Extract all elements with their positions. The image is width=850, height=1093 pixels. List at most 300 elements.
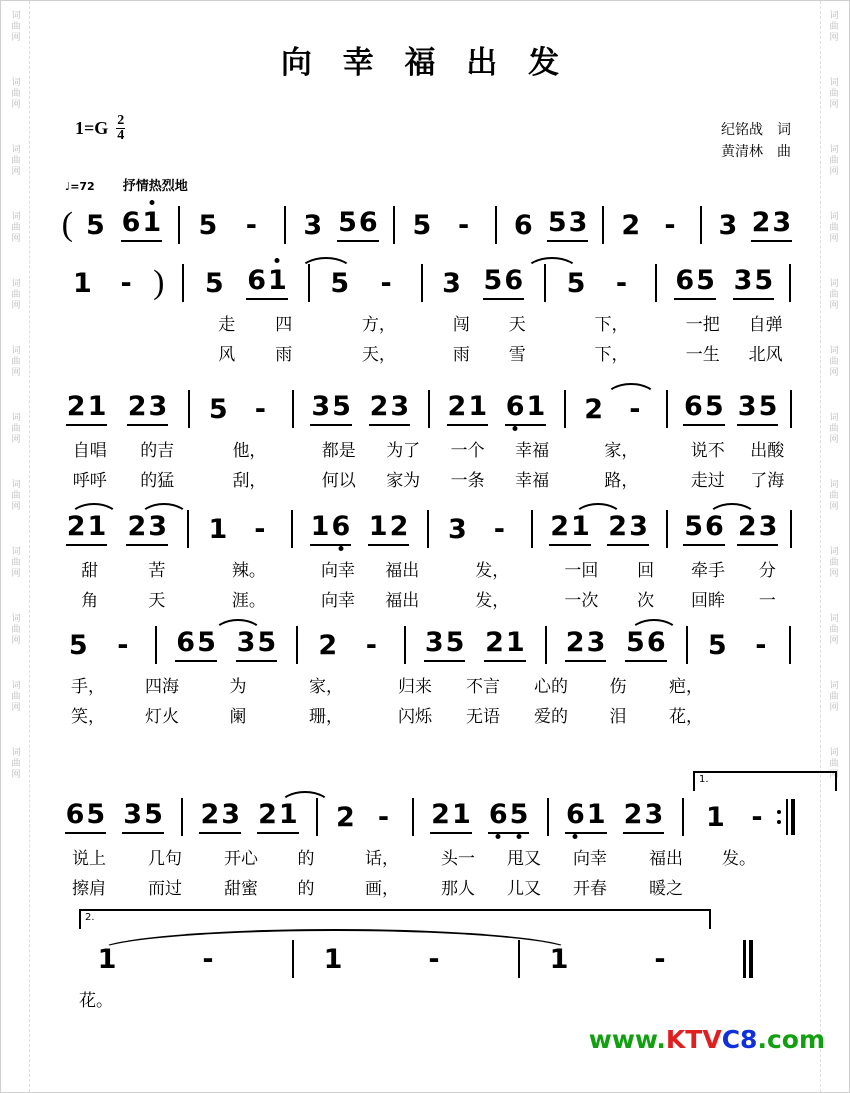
note: 3 bbox=[424, 626, 444, 658]
lyric-syllable: 一 bbox=[758, 590, 776, 611]
note: 2 bbox=[447, 390, 467, 422]
music-line-7 bbox=[79, 909, 779, 1013]
lyric-syllable: 不言 bbox=[466, 676, 500, 697]
lyric-syllable: 刮， bbox=[232, 470, 267, 491]
note: 3 bbox=[148, 510, 168, 542]
note: 1 bbox=[570, 510, 590, 542]
beamed-group bbox=[424, 626, 466, 662]
sustain-dash: - bbox=[751, 801, 763, 833]
beamed-group bbox=[484, 626, 526, 662]
lyric-syllable: 次 bbox=[637, 590, 655, 611]
barline bbox=[178, 206, 180, 244]
note: 3 bbox=[568, 206, 588, 238]
lyrics-row-verse2 bbox=[57, 871, 797, 901]
beamed-group bbox=[199, 798, 241, 834]
beamed-group bbox=[175, 626, 217, 662]
beamed-group bbox=[683, 510, 725, 546]
beamed-group bbox=[549, 510, 591, 546]
key-signature bbox=[75, 114, 125, 143]
beamed-group bbox=[737, 510, 779, 546]
time-signature bbox=[116, 114, 125, 143]
lyric-syllable: 都是 bbox=[321, 440, 356, 461]
note: 2 bbox=[621, 209, 641, 241]
note: 6 bbox=[566, 798, 585, 830]
lyric-syllable: 方， bbox=[361, 314, 396, 335]
lyric-syllable: 而过 bbox=[148, 878, 182, 899]
beamed-group bbox=[625, 626, 667, 662]
note: 1 bbox=[468, 390, 488, 422]
barline bbox=[412, 798, 414, 836]
music-line-2 bbox=[57, 259, 797, 367]
beamed-group bbox=[257, 798, 299, 834]
barline bbox=[284, 206, 286, 244]
barline bbox=[655, 264, 657, 302]
note: 1 bbox=[310, 510, 330, 542]
beamed-group bbox=[126, 510, 168, 546]
note: 6 bbox=[684, 390, 703, 422]
lyrics-row-verse1 bbox=[57, 433, 797, 463]
beamed-group bbox=[674, 264, 716, 300]
note: 3 bbox=[772, 206, 792, 238]
note: 1 bbox=[526, 390, 546, 422]
lyric-syllable: 一个 bbox=[450, 440, 485, 461]
note: 3 bbox=[629, 510, 648, 542]
lyric-syllable: 笑， bbox=[71, 706, 105, 727]
lyric-syllable: 手， bbox=[71, 676, 105, 697]
lyric-syllable: 四 bbox=[275, 314, 293, 335]
note-row bbox=[79, 935, 779, 983]
note: 6 bbox=[504, 264, 524, 296]
lyric-syllable: 的 bbox=[297, 848, 315, 869]
barline bbox=[393, 206, 395, 244]
meter-numerator: 2 bbox=[117, 113, 125, 128]
lyric-syllable: 走 bbox=[218, 314, 236, 335]
beamed-group bbox=[737, 390, 779, 426]
note: 3 bbox=[123, 798, 143, 830]
lyric-syllable: 向幸 bbox=[573, 848, 607, 869]
barline bbox=[531, 510, 533, 548]
lyric-syllable: 辣。 bbox=[231, 560, 266, 581]
sustain-dash: - bbox=[377, 801, 390, 833]
sustain-dash: - bbox=[755, 629, 767, 661]
note: 3 bbox=[733, 264, 753, 296]
watermark-column-right: 词 曲 网 词 曲 网 词 曲 网 词 曲 网 词 曲 网 词 曲 网 词 曲 网 词 曲 网 词 曲 网 词 曲 网 词 曲 网 词 曲 网 bbox=[820, 1, 847, 1092]
beamed-group bbox=[127, 390, 169, 426]
composer-role: 曲 bbox=[777, 144, 791, 160]
site-com: .com bbox=[757, 1025, 825, 1054]
sustain-dash: - bbox=[365, 629, 377, 661]
lyric-syllable: 向幸 bbox=[320, 560, 355, 581]
note: 6 bbox=[646, 626, 666, 658]
music-line-5 bbox=[57, 621, 797, 729]
note: 2 bbox=[550, 510, 569, 542]
lyric-syllable: 福出 bbox=[649, 848, 683, 869]
lyric-syllable: 泪 bbox=[609, 706, 627, 727]
sustain-dash: - bbox=[245, 209, 257, 241]
lyric-syllable: 为了 bbox=[386, 440, 421, 461]
note: 2 bbox=[485, 626, 504, 658]
note: 1 bbox=[97, 943, 117, 975]
site-watermark bbox=[589, 1025, 825, 1054]
beamed-group bbox=[751, 206, 793, 242]
note: 2 bbox=[200, 798, 220, 830]
barline bbox=[428, 390, 430, 428]
note: 6 bbox=[176, 626, 196, 658]
note-row bbox=[57, 793, 797, 841]
barline bbox=[790, 390, 792, 428]
lyric-syllable: 福出 bbox=[385, 590, 420, 611]
beamed-group bbox=[337, 206, 379, 242]
note: 5 bbox=[85, 209, 105, 241]
note: 5 bbox=[332, 390, 351, 422]
note: 6 bbox=[488, 798, 508, 830]
lyric-syllable: 几句 bbox=[148, 848, 182, 869]
lyric-syllable: 归来 bbox=[398, 676, 432, 697]
lyric-syllable: 雪 bbox=[508, 344, 526, 365]
barline bbox=[188, 390, 190, 428]
tempo-and-expression bbox=[65, 175, 188, 194]
note: 5 bbox=[547, 206, 567, 238]
note-row bbox=[57, 201, 797, 249]
note: 1 bbox=[208, 513, 228, 545]
lyric-syllable: 他， bbox=[232, 440, 267, 461]
note-row bbox=[57, 259, 797, 307]
note-row bbox=[57, 385, 797, 433]
note: 5 bbox=[330, 267, 350, 299]
lyric-syllable: 话， bbox=[365, 848, 399, 869]
sustain-dash: - bbox=[202, 943, 214, 975]
lyric-syllable: 角 bbox=[81, 590, 99, 611]
note: 5 bbox=[509, 798, 529, 830]
barline bbox=[296, 626, 298, 664]
barline bbox=[182, 264, 184, 302]
beamed-group bbox=[65, 798, 107, 834]
lyric-syllable: 一把 bbox=[685, 314, 720, 335]
note: 5 bbox=[257, 626, 277, 658]
beamed-group bbox=[683, 390, 725, 426]
note: 3 bbox=[758, 510, 778, 542]
beamed-group bbox=[565, 798, 607, 834]
note-row bbox=[57, 621, 797, 669]
barline bbox=[427, 510, 429, 548]
lyric-syllable: 路， bbox=[604, 470, 639, 491]
note: 1 bbox=[586, 798, 606, 830]
note: 1 bbox=[549, 943, 569, 975]
note: 6 bbox=[513, 209, 533, 241]
barline bbox=[316, 798, 318, 836]
sustain-dash: - bbox=[428, 943, 440, 975]
lyrics-row-verse1 bbox=[57, 307, 797, 337]
note: 3 bbox=[303, 209, 323, 241]
lyric-syllable: 甜蜜 bbox=[224, 878, 258, 899]
lyricist-name: 纪铭战 bbox=[721, 122, 763, 138]
lyric-syllable: 苦 bbox=[148, 560, 166, 581]
sustain-dash: - bbox=[654, 943, 666, 975]
note: 1 bbox=[451, 798, 471, 830]
lyric-syllable: 阑 bbox=[229, 706, 247, 727]
barline bbox=[789, 264, 791, 302]
expression-marking: 抒情热烈地 bbox=[122, 179, 188, 194]
lyric-syllable: 向幸 bbox=[320, 590, 355, 611]
barline bbox=[544, 264, 546, 302]
note: 6 bbox=[121, 206, 141, 238]
lyric-syllable: 疤， bbox=[669, 676, 703, 697]
barline bbox=[292, 940, 294, 978]
note: 5 bbox=[696, 264, 715, 296]
lyric-syllable: 甜 bbox=[81, 560, 99, 581]
lyric-syllable: 儿又 bbox=[507, 878, 541, 899]
beamed-group bbox=[733, 264, 775, 300]
note: 1 bbox=[87, 510, 107, 542]
note: 2 bbox=[565, 626, 585, 658]
lyric-syllable: 了海 bbox=[750, 470, 785, 491]
sustain-dash: - bbox=[615, 267, 628, 299]
note: 6 bbox=[505, 390, 525, 422]
credits bbox=[721, 119, 791, 163]
beamed-group bbox=[623, 798, 665, 834]
lyric-syllable: 为 bbox=[229, 676, 247, 697]
note: 1 bbox=[368, 510, 388, 542]
note: 5 bbox=[707, 629, 727, 661]
tempo-marking: ♩=72 bbox=[65, 180, 95, 193]
lyric-syllable: 幸福 bbox=[515, 440, 550, 461]
note: 5 bbox=[208, 393, 228, 425]
note: 1 bbox=[323, 943, 343, 975]
lyric-syllable: 发。 bbox=[722, 848, 756, 869]
note: 1 bbox=[142, 206, 162, 238]
sustain-dash: - bbox=[117, 629, 129, 661]
barline bbox=[545, 626, 547, 664]
music-line-3 bbox=[57, 385, 797, 493]
lyric-syllable: 花。 bbox=[79, 990, 113, 1011]
note: 5 bbox=[68, 629, 88, 661]
note: 3 bbox=[586, 626, 606, 658]
lyric-syllable: 闪烁 bbox=[398, 706, 432, 727]
lyric-syllable: 擦肩 bbox=[72, 878, 106, 899]
beamed-group bbox=[547, 206, 589, 242]
barline bbox=[686, 626, 688, 664]
note: 3 bbox=[311, 390, 331, 422]
beamed-group bbox=[607, 510, 649, 546]
lyric-syllable: 心的 bbox=[534, 676, 568, 697]
barline bbox=[495, 206, 497, 244]
beamed-group bbox=[565, 626, 607, 662]
lyric-syllable: 珊， bbox=[309, 706, 343, 727]
note: 3 bbox=[221, 798, 241, 830]
music-line-1 bbox=[57, 201, 797, 249]
note-row bbox=[57, 505, 797, 553]
note: 1 bbox=[505, 626, 525, 658]
note: 1 bbox=[278, 798, 298, 830]
site-ktv: KTV bbox=[665, 1025, 722, 1054]
lyrics-row-verse1 bbox=[57, 553, 797, 583]
lyric-syllable: 天 bbox=[508, 314, 526, 335]
lyric-syllable: 说上 bbox=[72, 848, 106, 869]
sustain-dash: - bbox=[493, 513, 505, 545]
lyric-syllable: 的 bbox=[297, 878, 315, 899]
barline bbox=[564, 390, 566, 428]
note: 2 bbox=[751, 206, 771, 238]
lyric-syllable: 下， bbox=[594, 344, 629, 365]
note: 5 bbox=[483, 264, 503, 296]
note: 1 bbox=[705, 801, 725, 833]
sustain-dash: - bbox=[120, 267, 132, 299]
lyric-syllable: 发， bbox=[475, 590, 510, 611]
barline bbox=[155, 626, 157, 664]
lyric-syllable: 那人 bbox=[441, 878, 475, 899]
note: 5 bbox=[198, 209, 218, 241]
lyrics-row-verse2 bbox=[57, 583, 797, 613]
note: 5 bbox=[338, 206, 357, 238]
lyric-syllable: 一条 bbox=[450, 470, 485, 491]
beamed-group bbox=[368, 510, 410, 546]
note: 3 bbox=[148, 390, 168, 422]
lyrics-row-verse1 bbox=[57, 841, 797, 871]
note: 2 bbox=[66, 390, 86, 422]
sustain-dash: - bbox=[629, 393, 641, 425]
lyricist-role: 词 bbox=[777, 122, 791, 138]
beamed-group bbox=[483, 264, 525, 300]
beamed-group bbox=[66, 390, 108, 426]
lyric-syllable: 开心 bbox=[224, 848, 258, 869]
barline bbox=[404, 626, 406, 664]
barline bbox=[602, 206, 604, 244]
note: 3 bbox=[390, 390, 410, 422]
sustain-dash: - bbox=[254, 393, 266, 425]
barline bbox=[292, 390, 294, 428]
beamed-group bbox=[369, 390, 411, 426]
open-paren: ( bbox=[61, 206, 73, 243]
watermark-column-left: 词 曲 网 词 曲 网 词 曲 网 词 曲 网 词 曲 网 词 曲 网 词 曲 网 词 曲 网 词 曲 网 词 曲 网 词 曲 网 词 曲 网 bbox=[3, 1, 30, 1092]
lyric-syllable: 的吉 bbox=[140, 440, 175, 461]
note: 2 bbox=[127, 390, 147, 422]
sustain-dash: - bbox=[458, 209, 470, 241]
lyric-syllable: 牵手 bbox=[690, 560, 725, 581]
note: 5 bbox=[412, 209, 432, 241]
beamed-group bbox=[246, 264, 288, 300]
lyrics-row-verse1 bbox=[57, 669, 797, 699]
lyric-syllable: 一回 bbox=[564, 560, 599, 581]
lyric-syllable: 福出 bbox=[385, 560, 420, 581]
note: 1 bbox=[87, 390, 107, 422]
note: 2 bbox=[318, 629, 338, 661]
sustain-dash: - bbox=[254, 513, 266, 545]
note: 6 bbox=[65, 798, 85, 830]
lyric-syllable: 出酸 bbox=[750, 440, 785, 461]
note: 1 bbox=[73, 267, 92, 299]
barline bbox=[790, 510, 792, 548]
note: 3 bbox=[644, 798, 664, 830]
lyric-syllable: 甩又 bbox=[507, 848, 541, 869]
note: 2 bbox=[737, 510, 757, 542]
sustain-dash: - bbox=[380, 267, 392, 299]
note: 1 bbox=[267, 264, 287, 296]
music-line-6 bbox=[57, 771, 797, 901]
lyric-syllable: 天 bbox=[148, 590, 166, 611]
note: 6 bbox=[358, 206, 378, 238]
lyric-syllable: 走过 bbox=[690, 470, 725, 491]
note: 6 bbox=[675, 264, 695, 296]
lyrics-row-verse2 bbox=[57, 463, 797, 493]
barline bbox=[308, 264, 310, 302]
key-label: 1=G bbox=[75, 118, 109, 138]
barline bbox=[666, 510, 668, 548]
close-paren: ) bbox=[153, 264, 165, 301]
lyric-syllable: 的猛 bbox=[140, 470, 175, 491]
lyric-syllable: 画， bbox=[365, 878, 399, 899]
site-c8: C8 bbox=[721, 1025, 758, 1054]
lyric-syllable: 涯。 bbox=[231, 590, 266, 611]
lyric-syllable: 家为 bbox=[386, 470, 421, 491]
note: 3 bbox=[236, 626, 256, 658]
note: 5 bbox=[754, 264, 774, 296]
note: 5 bbox=[86, 798, 106, 830]
volta-number: 1. bbox=[699, 774, 709, 785]
barline bbox=[181, 798, 183, 836]
music-line-4 bbox=[57, 505, 797, 613]
volta-bracket-1 bbox=[693, 771, 837, 791]
note: 6 bbox=[331, 510, 351, 542]
note: 5 bbox=[626, 626, 645, 658]
lyrics-row-verse2 bbox=[57, 699, 797, 729]
barline bbox=[291, 510, 293, 548]
lyric-syllable: 回 bbox=[637, 560, 655, 581]
note: 3 bbox=[718, 209, 738, 241]
note: 5 bbox=[758, 390, 778, 422]
note: 5 bbox=[204, 267, 224, 299]
beamed-group bbox=[310, 510, 352, 546]
lyric-syllable: 一生 bbox=[685, 344, 720, 365]
lyric-syllable: 无语 bbox=[466, 706, 500, 727]
lyric-syllable: 灯火 bbox=[145, 706, 179, 727]
repeat-end-barline bbox=[777, 799, 795, 835]
note: 2 bbox=[369, 390, 389, 422]
lyric-syllable: 闯 bbox=[452, 314, 470, 335]
barline bbox=[682, 798, 684, 836]
note: 6 bbox=[705, 510, 724, 542]
barline bbox=[700, 206, 702, 244]
barline bbox=[421, 264, 423, 302]
lyric-syllable: 自唱 bbox=[72, 440, 107, 461]
beamed-group bbox=[121, 206, 163, 242]
note: 2 bbox=[258, 798, 277, 830]
beamed-group bbox=[122, 798, 164, 834]
lyric-syllable: 发， bbox=[475, 560, 510, 581]
beamed-group bbox=[430, 798, 472, 834]
lyric-syllable: 雨 bbox=[452, 344, 470, 365]
song-title: 向 幸 福 出 发 bbox=[280, 45, 570, 81]
note: 2 bbox=[623, 798, 643, 830]
lyrics-row-verse1 bbox=[79, 983, 779, 1013]
lyric-syllable: 回眸 bbox=[690, 590, 725, 611]
note: 3 bbox=[737, 390, 757, 422]
volta-bracket-2 bbox=[79, 909, 711, 929]
beamed-group bbox=[236, 626, 278, 662]
volta-number: 2. bbox=[85, 912, 95, 923]
note: 2 bbox=[389, 510, 409, 542]
lyric-syllable: 说不 bbox=[690, 440, 725, 461]
composer-name: 黄清林 bbox=[721, 144, 763, 160]
note: 2 bbox=[584, 393, 604, 425]
lyric-syllable: 一次 bbox=[564, 590, 599, 611]
note: 5 bbox=[144, 798, 163, 830]
beamed-group bbox=[488, 798, 530, 834]
note: 2 bbox=[431, 798, 450, 830]
sustain-dash: - bbox=[664, 209, 676, 241]
note: 5 bbox=[566, 267, 586, 299]
lyric-syllable: 爱的 bbox=[534, 706, 568, 727]
note: 5 bbox=[197, 626, 216, 658]
